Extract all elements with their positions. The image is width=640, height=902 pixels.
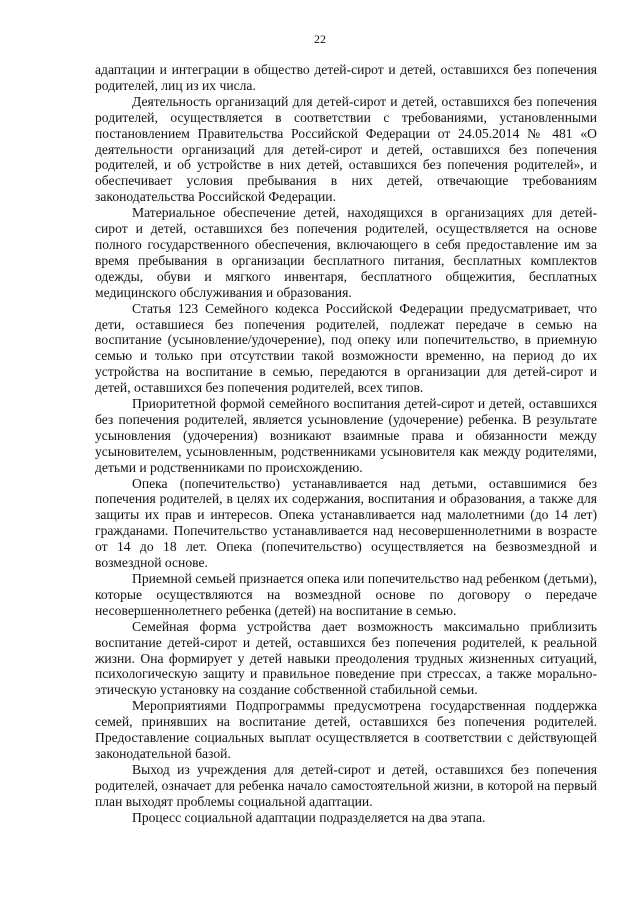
paragraph: Приоритетной формой семейного воспитания детей-сирот и детей, оставшихся без попечения родителей, является усыновление (удочерение) ребенка. В результате усыновления (удочерения) возникают взаимные права и обязанности между усыновителем, усыновленным, родственниками усыновителя как между родителями, детьми и родственниками по происхождению.	[95, 396, 597, 475]
paragraph: Опека (попечительство) устанавливается над детьми, оставшимися без попечения родителей, в целях их содержания, воспитания и образования, а также для защиты их прав и интересов. Опека устанавливается над малолетними (до 14 лет) гражданами. Попечительство устанавливается над несовершеннолетними в возрасте от 14 до 18 лет. Опека (попечительство) осуществляется на безвозмездной и возмездной основе.	[95, 475, 597, 571]
paragraph: Приемной семьей признается опека или попечительство над ребенком (детьми), которые осуществляются на возмездной основе по договору о передаче несовершеннолетнего ребенка (детей) на воспитание в семью.	[95, 571, 597, 618]
paragraph: Выход из учреждения для детей-сирот и детей, оставшихся без попечения родителей, означает для ребенка начало самостоятельной жизни, в которой на первый план выходят проблемы социальной адаптации.	[95, 761, 597, 809]
paragraph: Семейная форма устройства дает возможность максимально приблизить воспитание детей-сирот и детей, оставшихся без попечения родителей, к реальной жизни. Она формирует у детей навыки преодоления трудных жизненных ситуаций, психологическую защиту и правильное поведение при стрессах, а также морально-этическую установку на создание собственной стабильной семьи.	[95, 618, 597, 698]
page-number: 22	[314, 32, 326, 46]
paragraph-continuation: адаптации и интеграции в общество детей-сирот и детей, оставшихся без попечения родителей, лиц из их числа.	[95, 62, 597, 93]
paragraph: Процесс социальной адаптации подразделяется на два этапа.	[132, 809, 486, 825]
paragraph: Деятельность организаций для детей-сирот и детей, оставшихся без попечения родителей, осуществляется в соответствии с требованиями, установленными постановлением Правительства Российской Федерации от 24.05.2014 № 481 «О деятельности организаций для детей-сирот и детей, оставшихся без попечения родителей, и об устройстве в них детей, оставшихся без попечения родителей», и обеспечивает условия пребывания в них детей, отвечающие требованиям законодательства Российской Федерации.	[95, 93, 597, 205]
paragraph: Статья 123 Семейного кодекса Российской Федерации предусматривает, что дети, оставшиеся без попечения родителей, подлежат передаче в семью на воспитание (усыновление/удочерение), под опеку или попечительство, в приемную семью и только при отсутствии такой возможности временно, на период до их устройства на воспитание в семью, передаются в организации для детей-сирот и детей, оставшихся без попечения родителей, всех типов.	[95, 300, 597, 396]
paragraph: Мероприятиями Подпрограммы предусмотрена государственная поддержка семей, принявших на воспитание детей, оставшихся без попечения родителей. Предоставление социальных выплат осуществляется в соответствии с действующей законодательной базой.	[95, 698, 597, 761]
paragraph: Материальное обеспечение детей, находящихся в организациях для детей-сирот и детей, оставшихся без попечения родителей, осуществляется на основе полного государственного обеспечения, включающего в себя предоставление им за время пребывания в организации бесплатного питания, бесплатных комплектов одежды, обуви и мягкого инвентаря, бесплатного общежития, бесплатных медицинского обслуживания и образования.	[95, 205, 597, 300]
document-body	[95, 62, 597, 826]
